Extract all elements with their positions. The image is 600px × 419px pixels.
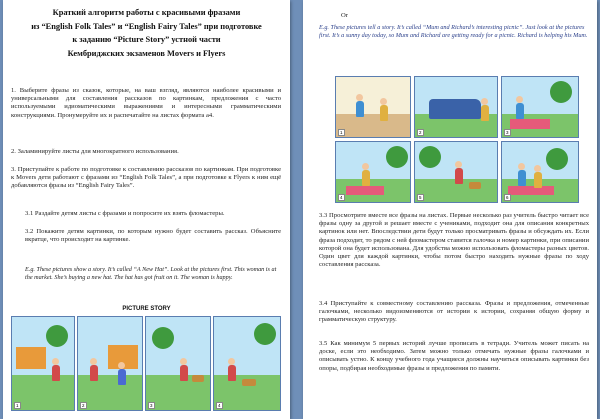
document-page-right <box>303 0 597 419</box>
or-label: Or <box>341 12 348 19</box>
title-line-1: Краткий алгоритм работы с красивыми фразами <box>52 8 241 17</box>
picnic-picture-2 <box>414 76 498 138</box>
picnic-picture-3 <box>501 76 579 138</box>
example-picnic: E.g. These pictures tell a story. It’s called “Mum and Richard’s interesting picnic”. Just look at the pictures first. It’s a sunny day today, so Mum and Richard are getting ready for a picnic. Richard is helping his Mum. <box>319 24 588 39</box>
step-2: 2. Заламинируйте листы для многократного использования. <box>11 148 179 155</box>
step-3-4: 3.4 Приступайте к совместному составлению рассказа. Фразы и предложения, отмеченные галочками, несколько видоизменяются от истории к истории, сохраняя общую форму и грамматическую структуру. <box>319 300 589 324</box>
picture-number: 3 <box>506 130 509 135</box>
picnic-picture-5 <box>414 141 498 203</box>
picture-number: 3 <box>150 403 153 408</box>
story-picture-1 <box>11 316 75 411</box>
step-1: 1. Выберите фразы из сказок, которые, на ваш взгляд, являются наиболее красивыми и универсальными для составления рассказов по картинкам, предложения с часто используемыми идиоматическими выражениями и интересными грамматическими конструкциями. Пронумеруйте их и распечатайте на листах формата а4. <box>11 87 281 119</box>
step-3-3: 3.3 Просмотрите вместе все фразы на листах. Первые несколько раз учитель быстро читает все фразы одну за другой и решает вместе с учениками, подходит она для описания конкретных картинок или нет. Впоследствии дети будут только просматривать фразы и обсуждать их. Если фраза подходит, то рядом с ней фломастером ставится галочка и номер картинки, при описании которой она будет использована. Для удобства можно использовать фломастеры разных цветов. Один цвет для каждой картинки, чтобы потом быстро находить нужные фразы по ходу составления рассказа. <box>319 212 589 269</box>
title-line-2: из “English Folk Tales” и “English Fairy Tales” при подготовке <box>31 21 262 31</box>
step-3-2: 3.2 Покажите детям картинки, по которым нужно будет составить рассказ. Объясните вкратце, что происходит на картинке. <box>25 228 281 244</box>
picnic-picture-6 <box>501 141 579 203</box>
step-3-1: 3.1 Раздайте детям листы с фразами и попросите их взять фломастеры. <box>25 210 225 217</box>
title-line-4: Кембриджских экзаменов Movers и Flyers <box>67 48 226 58</box>
picture-story-title: PICTURE STORY <box>122 306 171 312</box>
story-picture-2 <box>77 316 143 411</box>
picture-number: 2 <box>419 130 422 135</box>
step-3: 3. Приступайте к работе по подготовке к составлению рассказов по картинкам. При подготовке к Movers дети работают с фразами из “English Folk Tales”, а при подготовке к Flyers к ним ещё добавляются фразы из “English Fairy Tales”. <box>11 166 281 190</box>
picture-number: 6 <box>506 195 509 200</box>
picture-number: 5 <box>419 195 422 200</box>
title-line-3: к заданию “Picture Story” устной части <box>72 35 221 44</box>
picture-number: 2 <box>82 403 85 408</box>
title-block <box>9 6 284 60</box>
picture-number: 4 <box>218 403 221 408</box>
picture-number: 4 <box>340 195 343 200</box>
story-picture-3 <box>145 316 211 411</box>
example-new-hat: E.g. These pictures show a story. It’s called “A New Hat”. Look at the pictures first. This woman is at the market. She’s buying a new hat. The hat has got fruit on it. The woman is happy. <box>25 266 277 281</box>
story-picture-4 <box>213 316 281 411</box>
picture-number: 1 <box>16 403 19 408</box>
step-3-5: 3.5 Как минимум 5 первых историй лучше прописать в тетради. Учитель может писать на доске, если это необходимо. Затем можно только отмечать нужные фразы галочками и описывать устно. К концу учебного года учащиеся должны научиться описывать картинки без опоры, подбирая необходимые фразы и предложения по памяти. <box>319 340 589 372</box>
picnic-picture-4 <box>335 141 411 203</box>
picnic-picture-1 <box>335 76 411 138</box>
picture-number: 1 <box>340 130 343 135</box>
document-page-left <box>3 0 290 419</box>
